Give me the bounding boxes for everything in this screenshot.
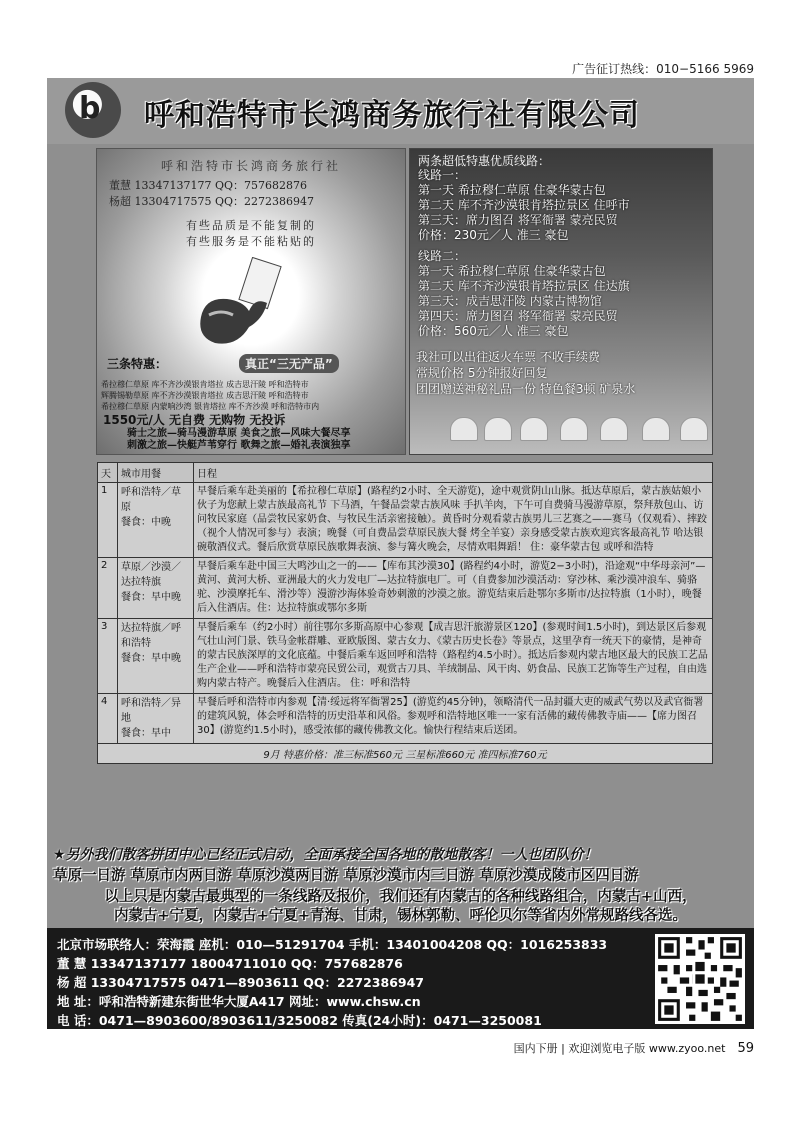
contact-dong: 董慧 13347137177 QQ：757682876 [109,179,307,192]
note-line: 常规价格 5分钟报好回复 [416,366,548,380]
yurt-icon [680,417,708,441]
header-schedule: 日程 [194,463,713,483]
company-logo-icon [65,82,121,138]
header-day: 天 [98,463,118,483]
route-line: 第三天：成吉思汗陵 内蒙古博物馆 [418,294,602,308]
no-three-badge: 真正“三无产品” [239,354,339,373]
city-name: 草原／沙漠／达拉特旗 [121,562,181,588]
day-number: 1 [98,483,118,558]
agency-name: 呼和浩特市长鸿商务旅行社 [160,159,341,173]
tour-options-banner: 草原一日游 草原市内两日游 草原沙漠两日游 草原沙漠市内三日游 草原沙漠成陵市区四日游 [53,868,639,884]
city-name: 呼和浩特／异地 [121,698,181,724]
meals: 餐食：早中晚 [121,653,181,664]
route-grid-line: 希拉穆仁草原 库不齐沙漠银肯塔拉 成吉思汗陵 呼和浩特市 [101,380,309,389]
table-row [98,483,713,558]
ad-header [47,78,754,144]
route-line: 第二天 库不齐沙漠银肯塔拉景区 住呼市 [418,198,630,212]
highlight-line: 骑士之旅—骑马漫游草原 美食之旅—风味大餐尽享 [127,428,351,439]
slogan-service: 有些服务是不能粘贴的 [186,235,316,248]
yurt-icon [450,417,478,441]
route-line: 第一天 希拉穆仁草原 住豪华蒙古包 [418,264,606,278]
route-grid-line: 希拉穆仁草原 内蒙响沙湾 银肯塔拉 库不齐沙漠 呼和浩特市内 [101,402,320,411]
features-label: 三条特惠： [107,357,168,371]
meals: 餐食：早中 [121,728,171,739]
company-name: 呼和浩特市长鸿商务旅行社有限公司 [144,98,640,133]
route-one [418,168,630,243]
table-row [98,558,713,619]
table-header-row [98,463,713,483]
itinerary-table [97,462,713,764]
route-line: 第三天：席力图召 将军衙署 蒙亮民贸 [418,213,618,227]
contact-yang-chao: 杨 超 13304717575 0471—8903611 QQ：2272386947 [57,975,424,990]
city-meals [118,483,194,558]
qr-code-icon [655,934,745,1024]
routes-title: 两条超低特惠优质线路： [418,154,551,168]
tour-highlights [97,428,405,452]
ad-frame [47,78,754,1029]
route-line: 第四天：席力图召 将军衙署 蒙亮民贸 [418,309,618,323]
yurt-icon [600,417,628,441]
note-line: 团团赠送神秘礼品一份 特色餐3顿 矿泉水 [416,382,636,396]
city-meals [118,558,194,619]
meals: 餐食：中晚 [121,517,171,528]
hand-holding-card-icon [193,257,289,353]
september-prices: 9月 特惠价格：准三标准560元 三星标准660元 准四标准760元 [98,744,713,764]
city-name: 呼和浩特／草原 [121,487,181,513]
route-line: 价格：560元／人 准三 豪包 [418,324,569,338]
yurt-icon [520,417,548,441]
footer-text: 国内下册 | 欢迎浏览电子版 www.zyoo.net [513,1042,726,1055]
ad-hotline: 广告征订热线：010−5166 5969 [572,62,754,76]
more-routes-banner [47,888,754,926]
table-row [98,619,713,694]
page-number: 59 [737,1041,754,1056]
route-line: 第一天 希拉穆仁草原 住豪华蒙古包 [418,183,606,197]
address-website: 地 址：呼和浩特新建东街世华大厦A417 网址：www.chsw.cn [57,994,421,1009]
contact-yang: 杨超 13304717575 QQ：2272386947 [109,195,314,208]
page-footer [514,1040,754,1056]
slogan-quality: 有些品质是不能复制的 [186,219,316,232]
schedule: 早餐后乘车（约2小时）前往鄂尔多斯高原中心参观【成吉思汗旅游景区120】(参观时间1.5小时)，到达景区后参观气壮山河门景、铁马金帐群雕、亚欧版图、蒙古女力、《蒙古历史长卷》等景点，这里孕育一统天下的豪情，是神奇的蒙古民族深厚的文化底蕴。中餐后乘车返回呼和浩特（路程约4.5小时）。抵达后参观内蒙古地区最大的民族工艺品生产企业——呼和浩特市蒙亮民贸公司，观赏古刀具、羊绒制品、风干肉、奶食品、民族工艺饰等生产过程，自由选购内蒙古特产。晚餐后入住酒店。 住：呼和浩特 [194,619,713,694]
more-routes-line: 内蒙古+宁夏，内蒙古+宁夏+青海、甘肃，锡林郭勒、呼伦贝尔等省内外常规路线各选。 [114,908,687,924]
logo-letter: b [79,91,101,126]
city-meals [118,619,194,694]
yurt-icon [560,417,588,441]
beijing-contact: 北京市场联络人：荣海霞 座机：010—51291704 手机：13401004208 QQ：1016253833 [57,937,608,952]
route-line: 线路二： [418,249,467,263]
contact-panel [47,928,754,1029]
meals: 餐食：早中晚 [121,592,181,603]
phone-fax: 电 话：0471—8903600/8903611/3250082 传真(24小时)：0471—3250081 [57,1013,542,1028]
route-two [418,249,630,339]
yurt-icon [642,417,670,441]
yurt-icon [484,417,512,441]
group-tour-banner: ★另外我们散客拼团中心已经正式启动，全面承接全国各地的散地散客！一人也团队价！ [53,847,598,863]
city-name: 达拉特旗／呼和浩特 [121,623,181,649]
yurt-camp-image [450,401,710,441]
more-routes-line: 以上只是内蒙古最典型的一条线路及报价，我们还有内蒙古的各种线路组合，内蒙古+山西， [104,889,697,905]
highlight-line: 刺激之旅—快艇芦苇穿行 歌舞之旅—婚礼表演独享 [127,440,351,451]
schedule: 早餐后乘车赴美丽的【希拉穆仁草原】(路程约2小时、全天游览)，途中观赏阴山山脉。抵达草原后，蒙古族姑娘小伙子为您献上蒙古族最高礼节 下马酒，午餐品尝蒙古族风味 手扒羊肉，下午可自费骑马漫游草原，祭拜敖包山、访问牧民家庭（品尝牧民家奶食、与牧民生活亲密接触）。黄昏时分观看蒙古族男儿三艺赛之——赛马（仅观看）、摔跤（视个人情况可参与）表演；晚餐（可自费品尝草原民族大餐 烤全羊宴）亲身感受蒙古族欢迎宾客最高礼节 哈达银碗敬酒仪式。餐后欣赏草原民族歌舞表演、参与篝火晚会，尽情欢唱舞蹈！ 住：豪华蒙古包 或呼和浩特 [194,483,713,558]
route-line: 线路一： [418,168,467,182]
schedule: 早餐后乘车赴中国三大鸣沙山之一的——【库布其沙漠30】(路程约4小时，游览2−3小时)，沿途观“中华母亲河”—黄河、黄河大桥、亚洲最大的火力发电厂—达拉特旗电厂。可（自费参加沙漠活动：穿沙林、乘沙漠冲浪车、骑骆驼、沙漠摩托车、滑沙等）漫游沙海体验奇妙刺激的沙漠之旅。游览结束后赴鄂尔多斯市/达拉特旗（1小时），晚餐后入住酒店。住：达拉特旗或鄂尔多斯 [194,558,713,619]
promo-right-panel [409,148,713,455]
note-line: 我社可以出往返火车票 不收手续费 [416,350,600,364]
day-number: 2 [98,558,118,619]
day-number: 4 [98,694,118,744]
schedule: 早餐后呼和浩特市内参观【清·绥远将军衙署25】(游览约45分钟)，领略清代一品封疆大吏的威武气势以及武官衙署的建筑风貌，体会呼和浩特的历史沿革和风俗。参观呼和浩特地区唯一一家有活佛的藏传佛教寺庙——【席力图召30】(游览约1.5小时)，感受浓郁的藏传佛教文化。愉快行程结束后送团。 [194,694,713,744]
route-line: 价格：230元／人 准三 豪包 [418,228,569,242]
city-meals [118,694,194,744]
day-number: 3 [98,619,118,694]
header-city: 城市用餐 [118,463,194,483]
route-grid [101,379,401,412]
contact-dong-hui: 董 慧 13347137177 18004711010 QQ：757682876 [57,956,403,971]
price-row [98,744,713,764]
package-price: 1550元/人 无自费 无购物 无投诉 [103,413,286,427]
route-line: 第二天 库不齐沙漠银肯塔拉景区 住达旗 [418,279,630,293]
service-notes [416,349,635,397]
promo-left-panel [96,148,406,455]
table-row [98,694,713,744]
route-grid-line: 辉腾锡勒草原 库不齐沙漠银肯塔拉 成吉思汗陵 呼和浩特市 [101,391,309,400]
